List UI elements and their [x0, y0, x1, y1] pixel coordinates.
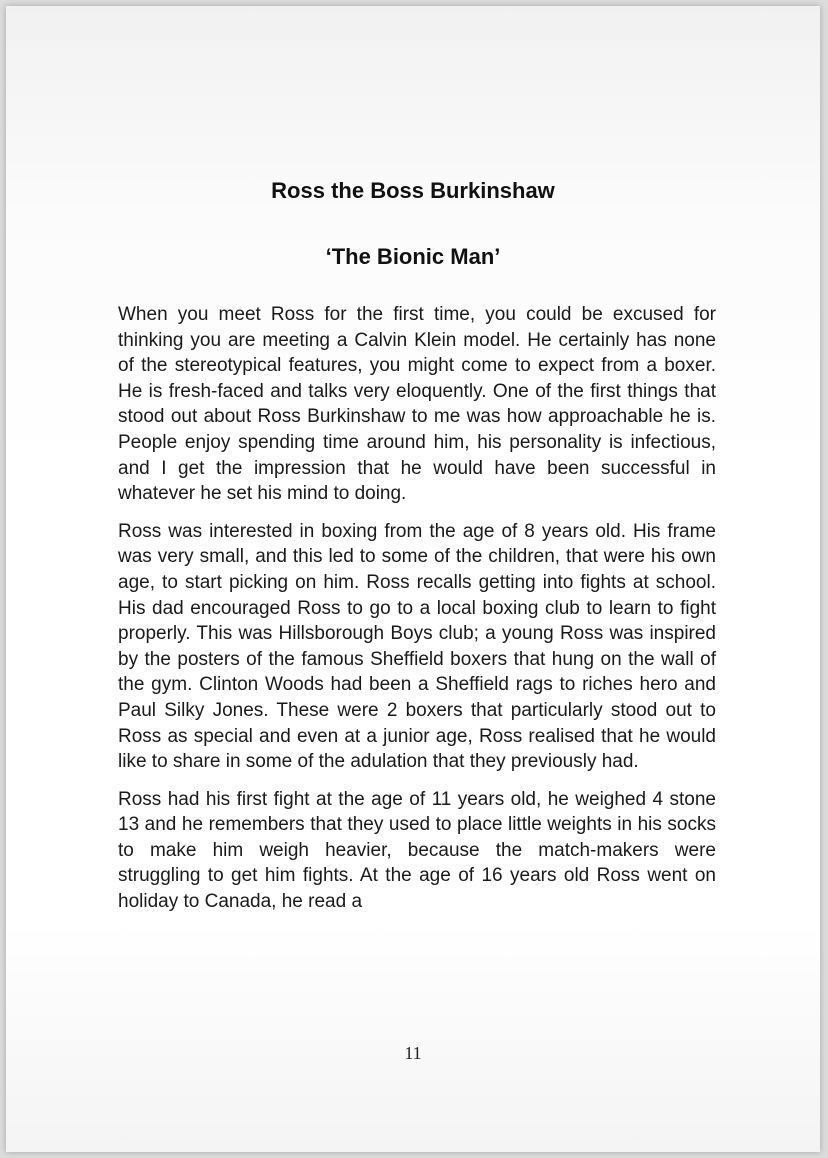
paragraph-2: Ross was interested in boxing from the age of 8 years old. His frame was very small, and this led to some of the children, that were his own age, to start picking on him. Ross recalls getting into fights at school. His dad encouraged Ross to go to a local boxing club to learn to fight properly. This was Hillsborough Boys club; a young Ross was inspired by the posters of the famous Sheffield boxers that hung on the wall of the gym. Clinton Woods had been a Sheffield rags to riches hero and Paul Silky Jones. These were 2 boxers that particularly stood out to Ross as special and even at a junior age, Ross realised that he would like to share in some of the adulation that they previously had.: [118, 520, 716, 773]
body-text: [118, 302, 716, 927]
paragraph-1: When you meet Ross for the first time, you could be excused for thinking you are meeting a Calvin Klein model. He certainly has none of the stereotypical features, you might come to expect from a boxer. He is fresh-faced and talks very eloquently. One of the first things that stood out about Ross Burkinshaw to me was how approachable he is. People enjoy spending time around him, his personality is infectious, and I get the impression that he would have been successful in whatever he set his mind to doing.: [118, 304, 716, 505]
page-number: 11: [404, 1043, 422, 1063]
document-page: [6, 6, 820, 1152]
page-title: Ross the Boss Burkinshaw: [271, 178, 555, 203]
paragraph-3: Ross had his first fight at the age of 11 years old, he weighed 4 stone 13 and he remembers that they used to place little weights in his socks to make him weigh heavier, because the match-makers were struggling to get him fights. At the age of 16 years old Ross went on holiday to Canada, he read a: [118, 788, 716, 913]
page-subtitle: ‘The Bionic Man’: [325, 244, 501, 269]
